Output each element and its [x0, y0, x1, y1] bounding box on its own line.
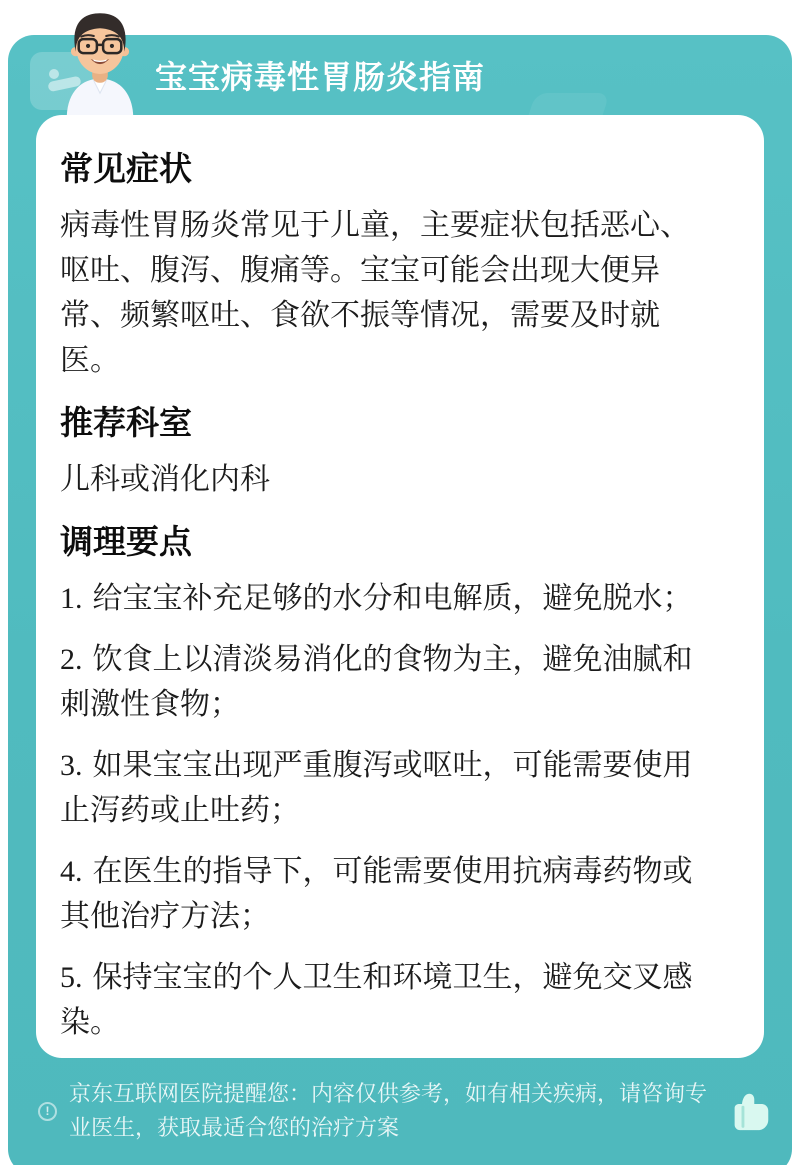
- item-number: 2.: [60, 643, 83, 676]
- section-heading-care: 调理要点: [60, 523, 192, 560]
- list-item: [60, 743, 705, 833]
- list-item: [60, 849, 705, 939]
- item-number: 3.: [60, 749, 83, 782]
- doctor-avatar: [48, 8, 152, 116]
- page-title: 宝宝病毒性胃肠炎指南: [155, 59, 486, 95]
- section-heading-department: 推荐科室: [60, 404, 192, 441]
- disclaimer-text: 京东互联网医院提醒您：内容仅供参考，如有相关疾病，请咨询专业医生，获取最适合您的治疗方案: [69, 1081, 708, 1140]
- list-item: [60, 637, 705, 727]
- item-text: 保持宝宝的个人卫生和环境卫生，避免交叉感染。: [60, 961, 693, 1039]
- item-number: 1.: [60, 582, 83, 615]
- item-text: 如果宝宝出现严重腹泻或呕吐，可能需要使用止泻药或止吐药；: [60, 749, 693, 827]
- care-points-list: [60, 576, 705, 1045]
- content-card: [36, 115, 764, 1058]
- item-number: 4.: [60, 855, 83, 888]
- item-text: 给宝宝补充足够的水分和电解质，避免脱水；: [92, 582, 693, 615]
- item-text: 饮食上以清淡易消化的食物为主，避免油腻和刺激性食物；: [60, 643, 693, 721]
- disclaimer-bar: [38, 1077, 772, 1145]
- item-number: 5.: [60, 961, 83, 994]
- list-item: [60, 576, 705, 621]
- doctor-avatar-icon: [48, 8, 152, 116]
- section-heading-symptoms: 常见症状: [60, 150, 192, 187]
- thumbs-up-icon[interactable]: [726, 1087, 772, 1135]
- list-item: [60, 955, 705, 1045]
- symptoms-paragraph: 病毒性胃肠炎常见于儿童，主要症状包括恶心、呕吐、腹泻、腹痛等。宝宝可能会出现大便异常、频繁呕吐、食欲不振等情况，需要及时就医。: [60, 209, 690, 377]
- item-text: 在医生的指导下，可能需要使用抗病毒药物或其他治疗方法；: [60, 855, 693, 933]
- department-paragraph: 儿科或消化内科: [60, 463, 270, 496]
- info-icon: !: [38, 1102, 57, 1121]
